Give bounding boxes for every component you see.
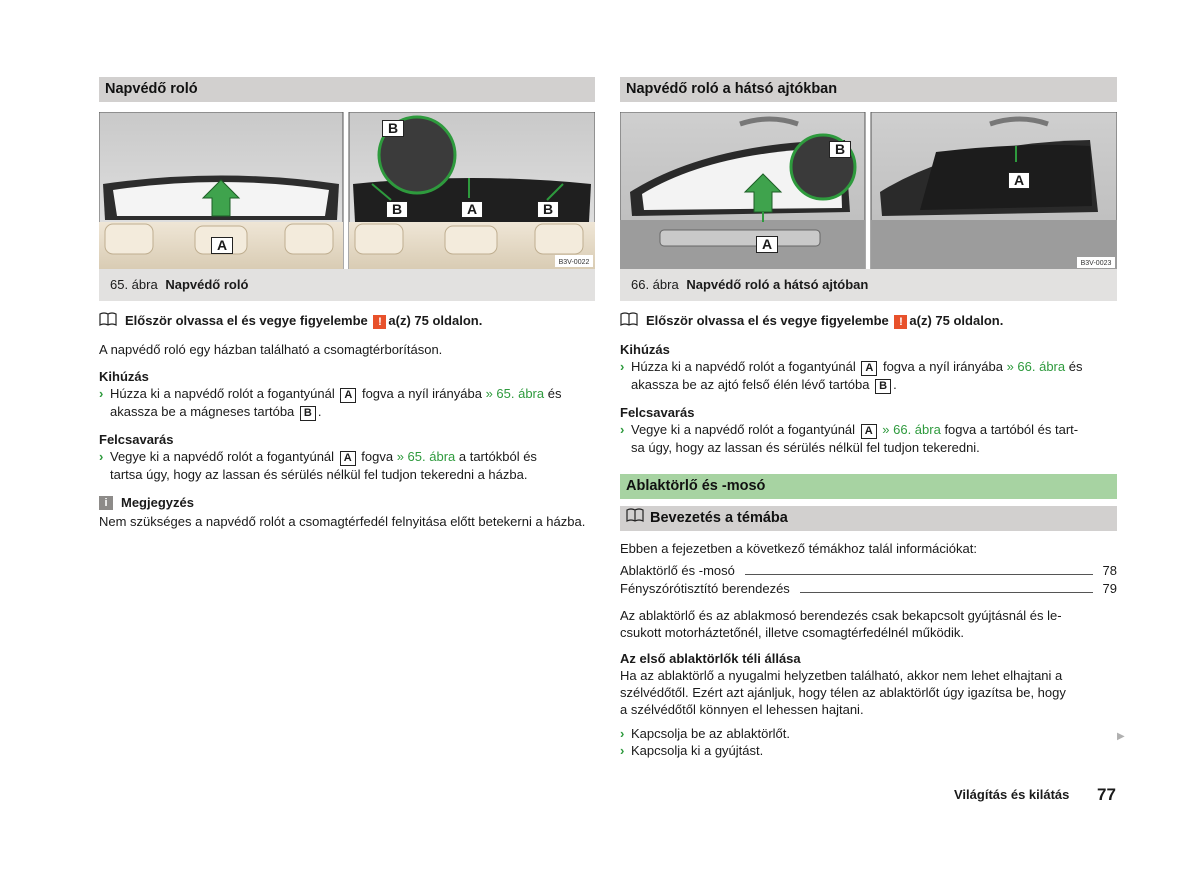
footer-chapter: Világítás és kilátás <box>954 787 1070 802</box>
warning-icon: ! <box>373 315 386 329</box>
read-first-page: a(z) 75 oldalon. <box>909 312 1004 328</box>
heading-winter-position: Az első ablaktörlők téli állása <box>620 651 801 666</box>
toc-label: Fényszórótisztító berendezés <box>620 581 790 596</box>
label-box-b: B <box>300 406 316 421</box>
figure-65 <box>99 112 595 269</box>
note-text: Nem szükséges a napvédő rolót a csomagtérfedél felnyitása előtt betekerni a házba. <box>99 514 586 529</box>
toc-row[interactable] <box>620 562 1117 580</box>
toc-page: 78 <box>1102 563 1117 578</box>
heading-felcsavaras: Felcsavarás <box>620 405 695 420</box>
step-felcsavaras <box>99 448 595 483</box>
step-text: a tartókból és <box>458 449 537 464</box>
info-icon: i <box>99 496 113 510</box>
step-text: fogva a nyíl irányába <box>361 386 482 401</box>
section-heading-wipers: Ablaktörlő és -mosó <box>620 474 1117 499</box>
step-arrow-icon: › <box>620 422 625 437</box>
para-line: a szélvédőtől könnyen el lehessen hajtani. <box>620 702 864 717</box>
figure-link-65[interactable]: » 65. ábra <box>396 449 456 464</box>
callout-a: A <box>756 236 778 253</box>
label-box-a: A <box>340 388 356 403</box>
step-text: . <box>893 377 897 392</box>
toc-leader <box>800 592 1093 593</box>
intro-paragraph: A napvédő roló egy házban található a csomagtérborításon. <box>99 342 443 357</box>
step-text: Húzza ki a napvédő rolót a fogantyúnál <box>110 386 335 401</box>
step-text: akassza be a mágneses tartóba <box>110 404 295 419</box>
read-first-text: Először olvassa el és vegye figyelembe <box>125 312 368 328</box>
read-first-page: a(z) 75 oldalon. <box>388 312 483 328</box>
step-arrow-icon: › <box>99 449 104 464</box>
step-text: sa úgy, hogy az lassan és sérülés nélkül fel tudjon tekeredni. <box>631 440 980 455</box>
label-box-b: B <box>875 379 891 394</box>
step-arrow-icon: › <box>99 386 104 401</box>
right-column <box>620 77 1117 759</box>
step-text: fogva a nyíl irányába <box>882 359 1003 374</box>
step-text: Vegye ki a napvédő rolót a fogantyúnál <box>631 422 856 437</box>
callout-b-right: B <box>537 201 559 218</box>
step-kihuzas <box>620 358 1117 394</box>
step-text: . <box>317 404 322 419</box>
para-line: Az ablaktörlő és az ablakmosó berendezés csak bekapcsolt gyújtásnál és le- <box>620 608 1062 623</box>
toc-label: Ablaktörlő és -mosó <box>620 563 735 578</box>
callout-b: B <box>829 141 851 158</box>
caption-number: 66. ábra <box>631 277 679 292</box>
step-arrow-icon: › <box>620 743 625 758</box>
step-felcsavaras <box>620 421 1117 456</box>
subsection-heading-intro <box>620 506 1117 531</box>
step-text: és <box>1068 359 1083 374</box>
read-first-notice <box>620 312 1117 329</box>
note-title: Megjegyzés <box>121 495 194 510</box>
figure-link-66[interactable]: » 66. ábra <box>882 422 941 437</box>
step-text: Húzza ki a napvédő rolót a fogantyúnál <box>631 359 856 374</box>
continue-arrow-icon: ▶ <box>1117 731 1125 742</box>
intro-text: Ebben a fejezetben a következő témákhoz talál információkat: <box>620 541 977 556</box>
book-icon <box>626 506 644 531</box>
step-text: fogva a tartóból és tart- <box>944 422 1079 437</box>
label-box-a: A <box>861 424 877 439</box>
para-line: csukott motorháztetőnél, illetve csomagtérfedélnél működik. <box>620 625 964 640</box>
callout-a-right-panel: A <box>461 201 483 218</box>
heading-felcsavaras: Felcsavarás <box>99 432 174 447</box>
step-kihuzas <box>99 385 595 421</box>
figure-65-illustration <box>99 112 595 269</box>
callout-a-right-panel: A <box>1008 172 1030 189</box>
callout-a: A <box>211 237 233 254</box>
figure-65-caption <box>99 269 595 301</box>
figure-66-code: B3V-0023 <box>1080 260 1112 267</box>
figure-link-65[interactable]: » 65. ábra <box>485 386 545 401</box>
section-heading-sunblind: Napvédő roló <box>99 77 595 102</box>
read-first-notice <box>99 312 595 329</box>
toc-page: 79 <box>1102 581 1117 596</box>
callout-b-magnified: B <box>382 120 404 137</box>
heading-kihuzas: Kihúzás <box>99 369 149 384</box>
note-heading <box>99 495 595 510</box>
step-text: Vegye ki a napvédő rolót a fogantyúnál <box>110 449 335 464</box>
step-text: és <box>547 386 562 401</box>
step-wiper-on <box>620 725 1117 742</box>
step-text: Kapcsolja ki a gyújtást. <box>631 743 764 758</box>
toc-leader <box>745 574 1093 575</box>
label-box-a: A <box>340 451 356 466</box>
step-arrow-icon: › <box>620 726 625 741</box>
step-arrow-icon: › <box>620 359 625 374</box>
figure-65-code: B3V-0022 <box>558 259 590 266</box>
wiper-paragraph <box>620 607 1117 641</box>
warning-icon: ! <box>894 315 907 329</box>
step-text: tartsa úgy, hogy az lassan és sérülés nélkül fel tudjon tekeredni a házba. <box>110 467 528 482</box>
book-icon <box>620 312 638 329</box>
book-icon <box>99 312 117 329</box>
callout-b-left: B <box>386 201 408 218</box>
left-column <box>99 77 595 530</box>
step-text: Kapcsolja be az ablaktörlőt. <box>631 726 790 741</box>
label-box-a: A <box>861 361 877 376</box>
figure-66 <box>620 112 1117 269</box>
subsection-title: Bevezetés a témába <box>650 510 788 526</box>
caption-number: 65. ábra <box>110 277 158 292</box>
toc-list <box>620 562 1117 598</box>
read-first-text: Először olvassa el és vegye figyelembe <box>646 312 889 328</box>
para-line: Ha az ablaktörlő a nyugalmi helyzetben található, akkor nem lehet elhajtani a <box>620 668 1063 683</box>
step-ignition-off <box>620 742 1117 759</box>
figure-66-caption <box>620 269 1117 301</box>
page-number: 77 <box>1097 785 1116 804</box>
caption-title: Napvédő roló <box>165 277 249 292</box>
step-text: fogva <box>361 449 394 464</box>
caption-title: Napvédő roló a hátsó ajtóban <box>686 277 869 292</box>
winter-paragraph <box>620 667 1117 718</box>
step-text: akassza be az ajtó felső élén lévő tartóba <box>631 377 870 392</box>
toc-row[interactable] <box>620 580 1117 598</box>
section-heading-door-sunblind: Napvédő roló a hátsó ajtókban <box>620 77 1117 102</box>
figure-66-illustration <box>620 112 1117 269</box>
figure-link-66[interactable]: » 66. ábra <box>1006 359 1066 374</box>
heading-kihuzas: Kihúzás <box>620 342 670 357</box>
para-line: szélvédőtől. Ezért azt ajánljuk, hogy télen az ablaktörlőt úgy igazítsa be, hogy <box>620 685 1066 700</box>
